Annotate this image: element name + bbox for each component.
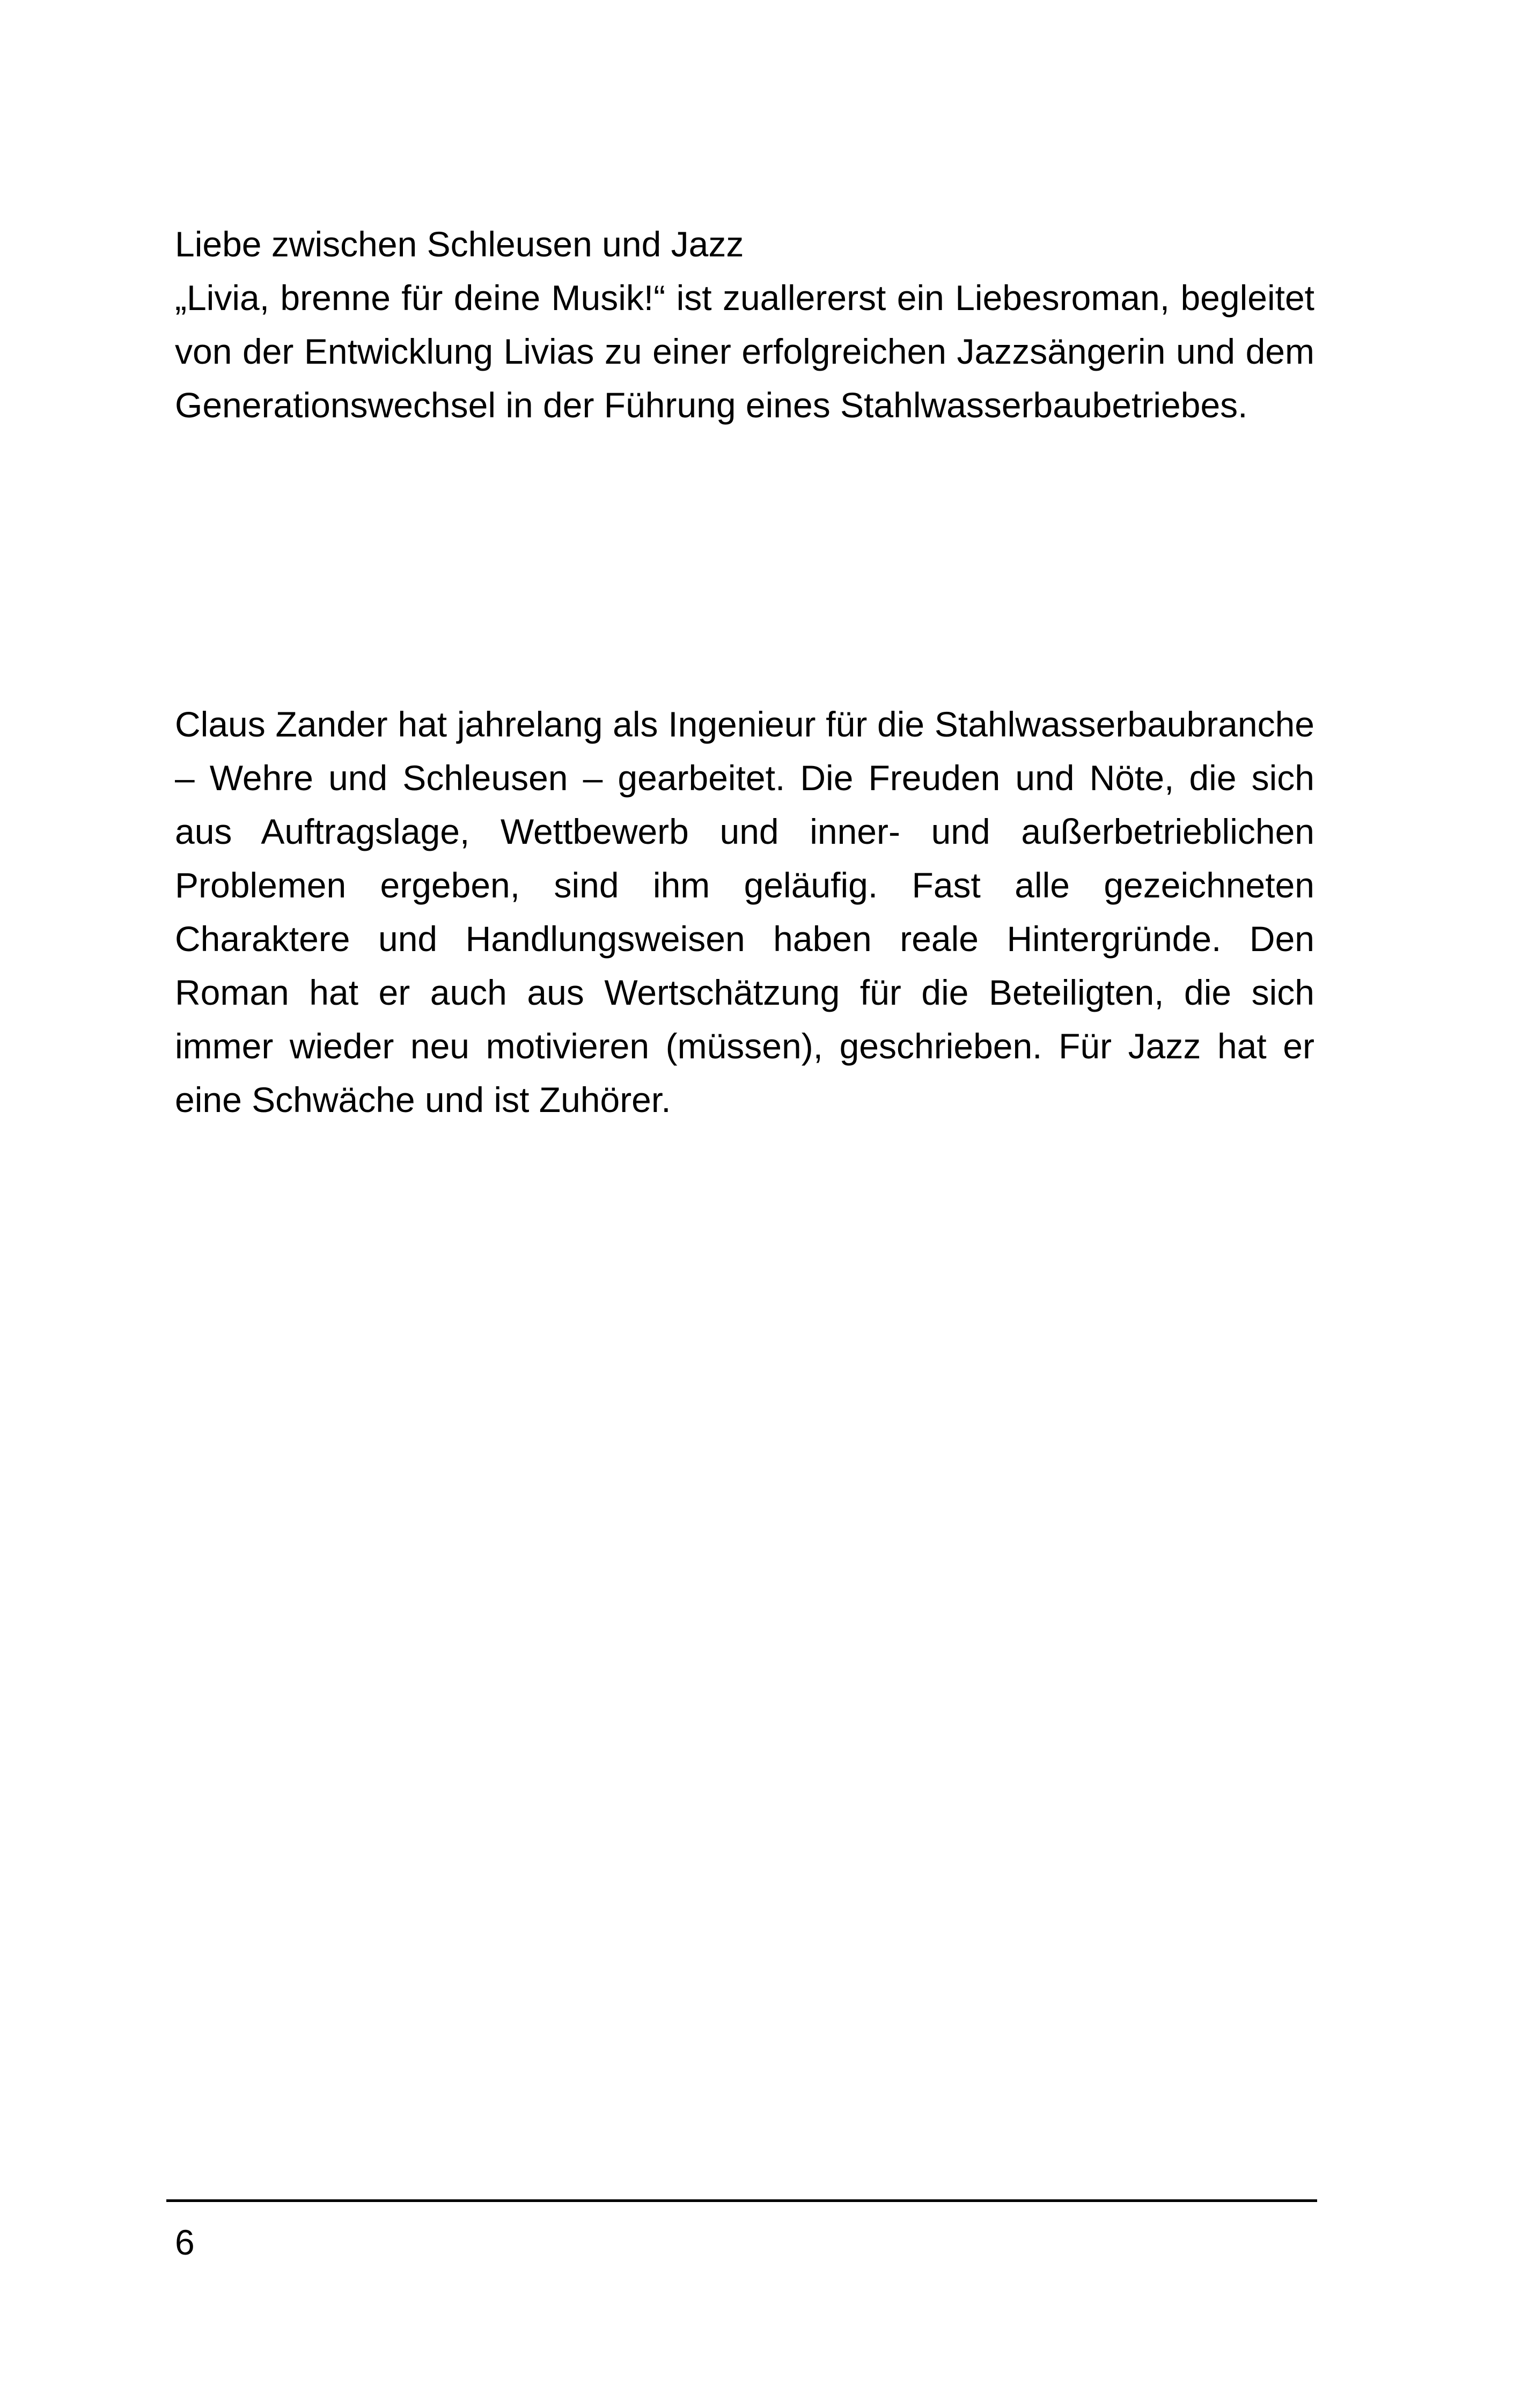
section-heading: Liebe zwischen Schleusen und Jazz: [175, 224, 744, 264]
intro-paragraph: „Livia, brenne für deine Musik!“ ist zuallererst ein Liebesroman, begleitet von der Entwicklung Livias zu einer erfolgreichen Jazzsängerin und dem Generationswechsel in der Führung eines Stahlwasserbaubetriebes.: [175, 278, 1314, 425]
author-bio-paragraph: Claus Zander hat jahrelang als Ingenieur für die Stahlwasserbaubranche – Wehre und Schleusen – gearbeitet. Die Freuden und Nöte, die sich aus Auftragslage, Wettbewerb und inner- und außerbetrieblichen Problemen ergeben, sind ihm geläufig. Fast alle gezeichneten Charaktere und Handlungsweisen haben reale Hintergründe. Den Roman hat er auch aus Wertschätzung für die Beteiligten, die sich immer wieder neu motivieren (müssen), geschrieben. Für Jazz hat er eine Schwäche und ist Zuhörer.: [175, 704, 1314, 1120]
page-number: 6: [175, 2222, 195, 2262]
footer-rule: [166, 2199, 1317, 2202]
